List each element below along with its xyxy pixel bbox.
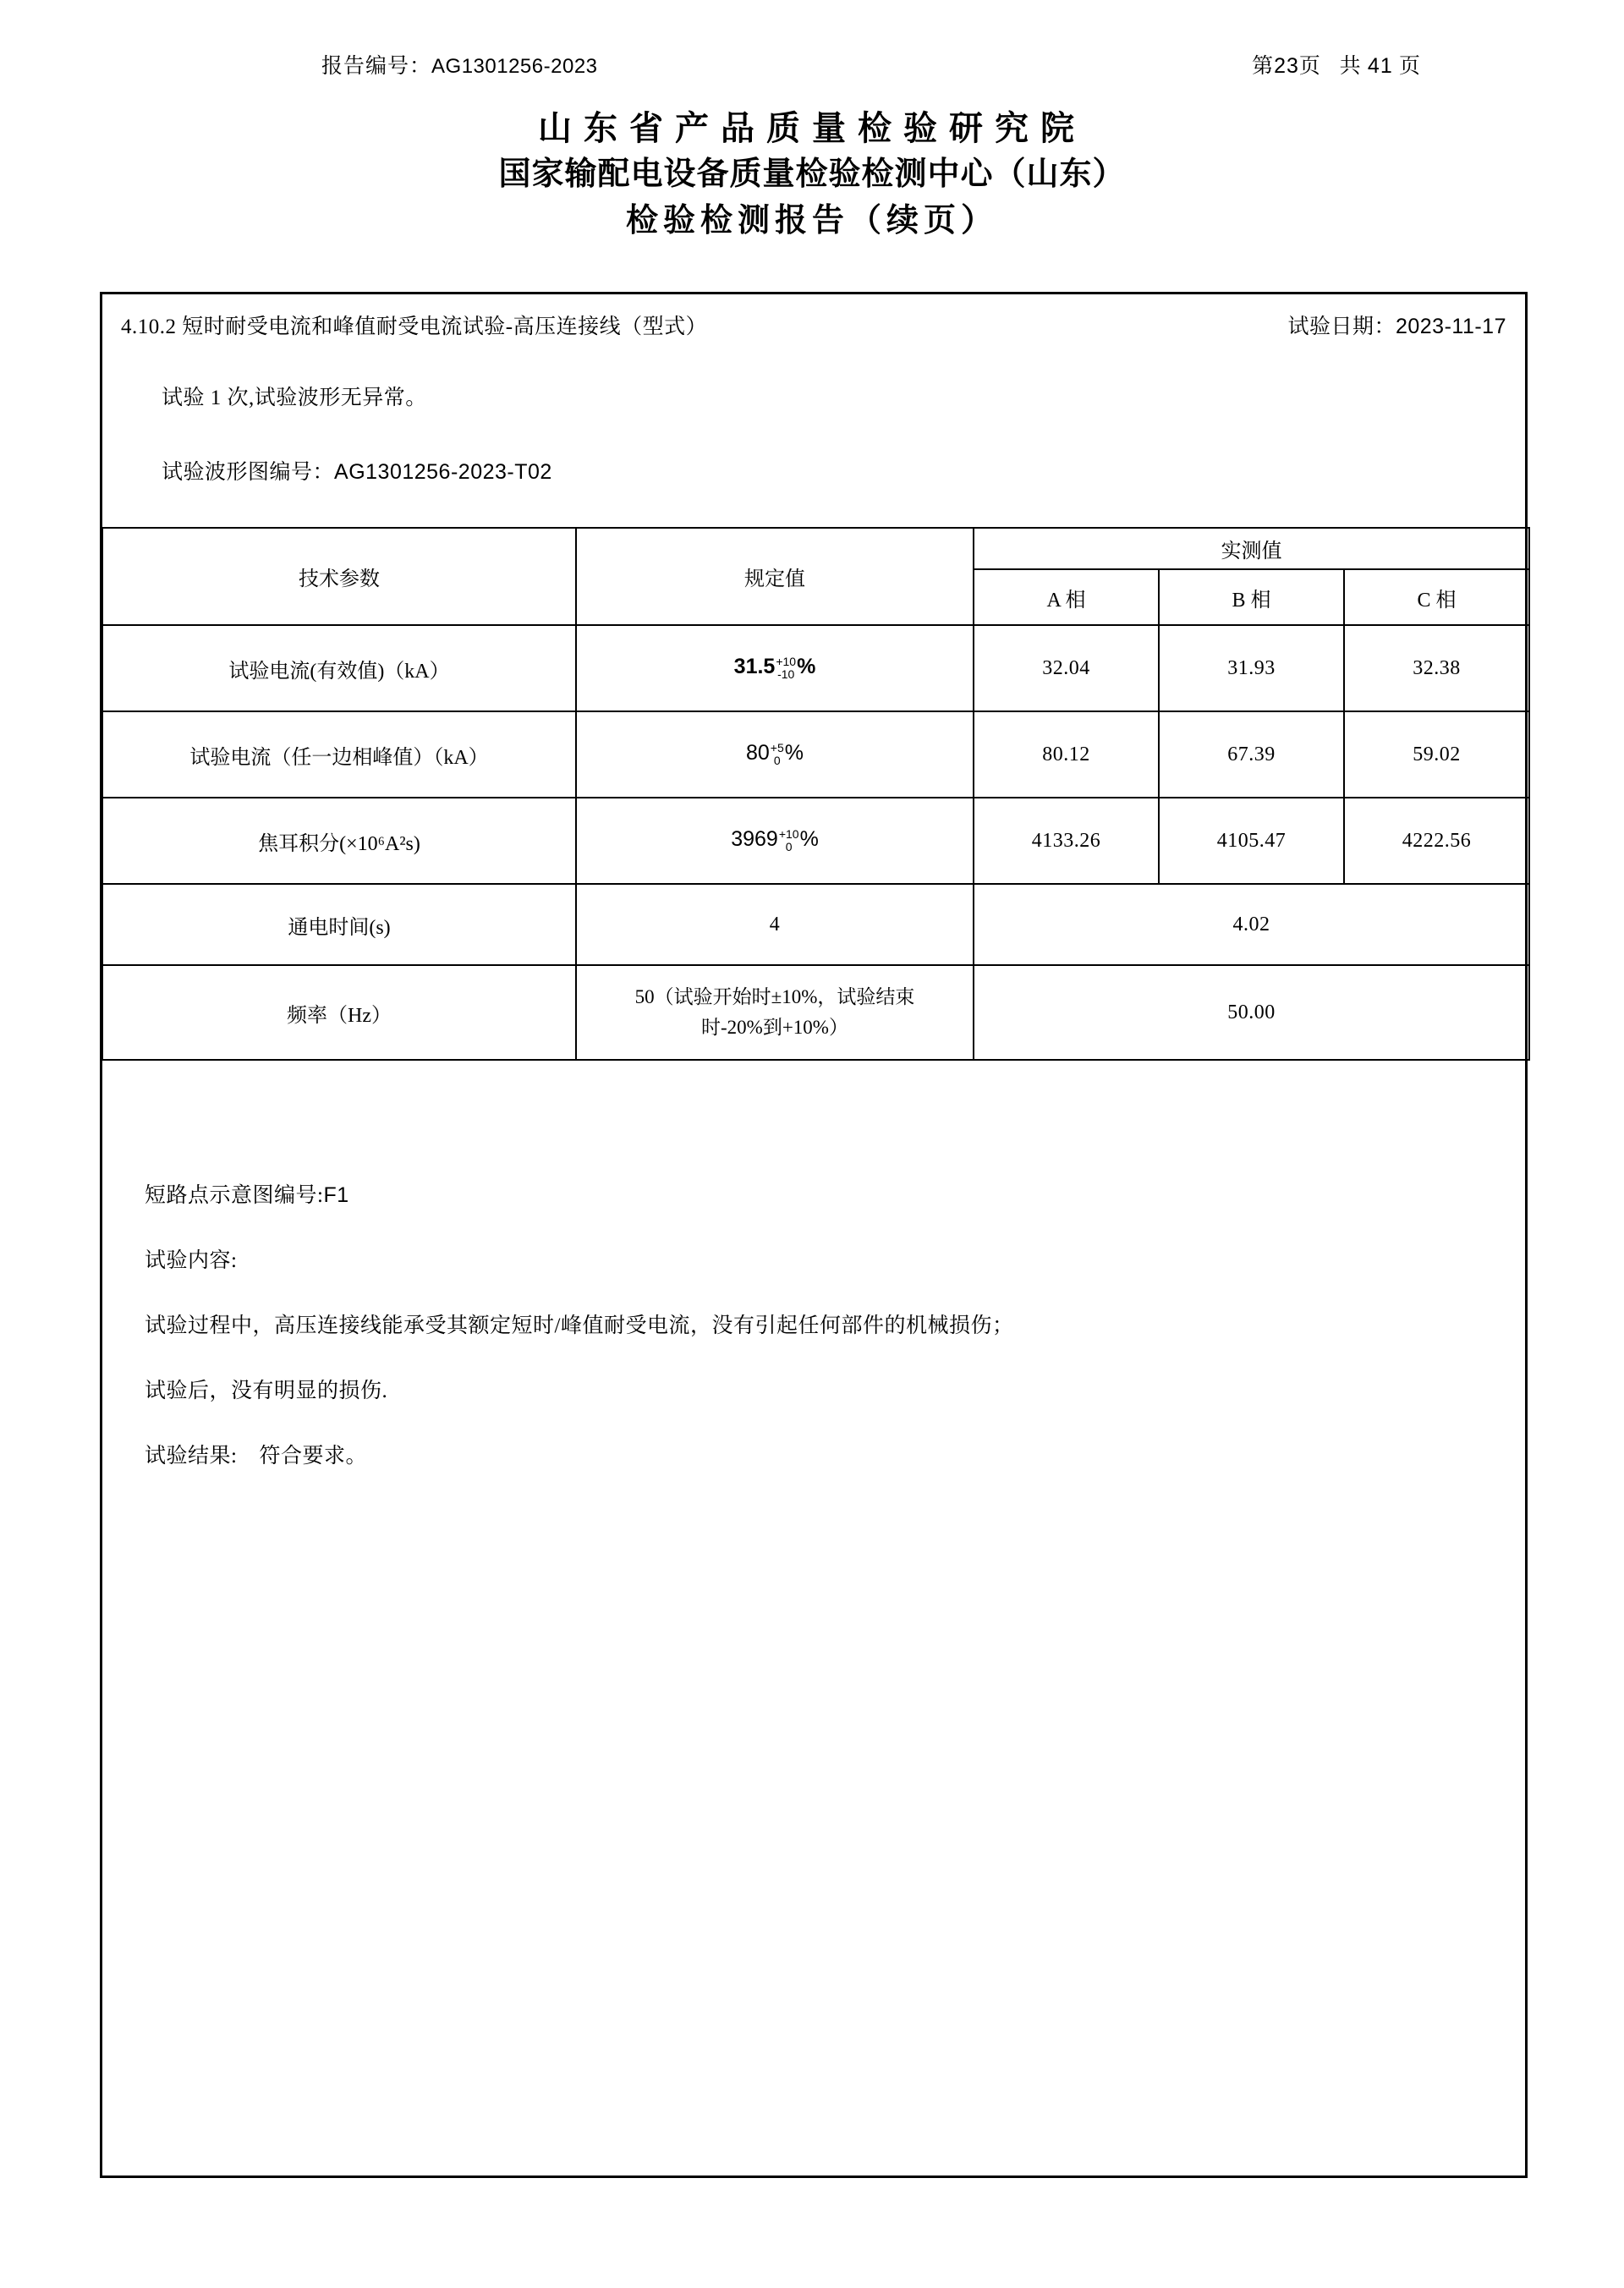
table-header-row-1 xyxy=(102,528,1529,569)
page-current-suffix: 页 xyxy=(1298,55,1321,78)
header-phase-b: B 相 xyxy=(1159,569,1344,625)
row3-spec-unit: % xyxy=(799,827,819,852)
row1-spec-main: 31.5 xyxy=(733,655,776,679)
row4-measured-merged: 4.02 xyxy=(974,884,1529,965)
row5-spec-line1: 50（试验开始时±10%，试验结束 xyxy=(634,986,915,1008)
row1-phase-a: 32.04 xyxy=(974,625,1159,711)
row2-phase-c: 59.02 xyxy=(1344,711,1529,798)
row3-phase-c: 4222.56 xyxy=(1344,798,1529,884)
measurement-table xyxy=(102,527,1530,1061)
report-number-value: AG1301256-2023 xyxy=(431,55,598,78)
table-row xyxy=(102,884,1529,965)
test-date-label: 试验日期： xyxy=(1287,315,1396,338)
page-total-suffix: 页 xyxy=(1398,55,1421,78)
row1-phase-c: 32.38 xyxy=(1344,625,1529,711)
row1-spec xyxy=(576,625,974,711)
row2-spec-sup: +5 xyxy=(770,741,784,755)
page-current-prefix: 第 xyxy=(1252,55,1275,78)
row3-phase-a: 4133.26 xyxy=(974,798,1159,884)
report-body-frame xyxy=(100,292,1528,2178)
row1-param: 试验电流(有效值)（kA） xyxy=(102,625,576,711)
row2-phase-b: 67.39 xyxy=(1159,711,1344,798)
page-total-value: 41 xyxy=(1367,54,1393,78)
test-content-label: 试验内容: xyxy=(145,1249,238,1272)
row2-spec xyxy=(576,711,974,798)
table-row xyxy=(102,625,1529,711)
row2-spec-sub: 0 xyxy=(773,753,781,767)
table-row xyxy=(102,798,1529,884)
section-header xyxy=(121,310,1506,340)
institute-title: 山东省产品质量检验研究院 xyxy=(538,109,1086,147)
row2-spec-unit: % xyxy=(784,741,804,765)
test-content-line2: 试验后，没有明显的损伤. xyxy=(145,1380,388,1402)
test-date-value: 2023-11-17 xyxy=(1395,315,1506,338)
report-title: 检验检测报告（续页） xyxy=(625,203,998,239)
row5-spec-line2: 时-20%到+10%） xyxy=(701,1017,848,1038)
page-total-prefix: 共 xyxy=(1339,55,1362,78)
report-number xyxy=(321,49,598,80)
test-count-paragraph: 试验 1 次,试验波形无异常。 xyxy=(162,387,427,409)
row2-spec-tolerance xyxy=(771,742,784,766)
test-result-label: 试验结果: xyxy=(145,1445,238,1468)
header-measured: 实测值 xyxy=(974,528,1529,569)
test-content-line1: 试验过程中，高压连接线能承受其额定短时/峰值耐受电流，没有引起任何部件的机械损伤； xyxy=(145,1314,1014,1337)
header-spec: 规定值 xyxy=(576,528,974,625)
test-result-value: 符合要求。 xyxy=(259,1445,367,1468)
table-row xyxy=(102,965,1529,1060)
row5-spec xyxy=(576,965,974,1060)
row4-spec: 4 xyxy=(576,884,974,965)
waveform-no-label: 试验波形图编号： xyxy=(162,461,335,484)
table-row xyxy=(102,711,1529,798)
section-heading: 4.10.2 短时耐受电流和峰值耐受电流试验-高压连接线（型式） xyxy=(121,315,708,338)
row2-phase-a: 80.12 xyxy=(974,711,1159,798)
report-number-label: 报告编号： xyxy=(321,55,432,78)
header-param: 技术参数 xyxy=(102,528,576,625)
center-title: 国家输配电设备质量检验检测中心（山东） xyxy=(498,156,1126,192)
row3-spec-sup: +10 xyxy=(778,827,799,842)
row4-param: 通电时间(s) xyxy=(102,884,576,965)
row3-spec-sub: 0 xyxy=(785,839,793,853)
row5-measured-merged: 50.00 xyxy=(974,965,1529,1060)
page-header xyxy=(321,49,1421,80)
page-number xyxy=(1252,49,1421,80)
row1-phase-b: 31.93 xyxy=(1159,625,1344,711)
test-result xyxy=(145,1439,1491,1469)
short-circuit-diagram-no xyxy=(145,1178,1491,1209)
row3-spec xyxy=(576,798,974,884)
waveform-no-value: AG1301256-2023-T02 xyxy=(334,460,552,484)
row1-spec-tolerance xyxy=(776,656,796,680)
short-circuit-value: F1 xyxy=(323,1183,349,1207)
page-current-value: 23 xyxy=(1274,54,1299,78)
row1-spec-sub: -10 xyxy=(777,667,795,681)
document-title-block xyxy=(0,106,1624,244)
header-phase-a: A 相 xyxy=(974,569,1159,625)
row3-spec-main: 3969 xyxy=(731,827,778,852)
row2-spec-main: 80 xyxy=(745,741,770,765)
row3-param: 焦耳积分(×10⁶A²s) xyxy=(102,798,576,884)
row1-spec-sup: +10 xyxy=(776,655,797,669)
row2-param: 试验电流（任一边相峰值）（kA） xyxy=(102,711,576,798)
short-circuit-label: 短路点示意图编号: xyxy=(145,1184,324,1207)
row1-spec-unit: % xyxy=(797,655,816,679)
row3-phase-b: 4105.47 xyxy=(1159,798,1344,884)
row3-spec-tolerance xyxy=(779,828,799,853)
row5-param: 频率（Hz） xyxy=(102,965,576,1060)
test-date xyxy=(1287,310,1506,340)
waveform-no-paragraph xyxy=(162,455,552,486)
header-phase-c: C 相 xyxy=(1344,569,1529,625)
